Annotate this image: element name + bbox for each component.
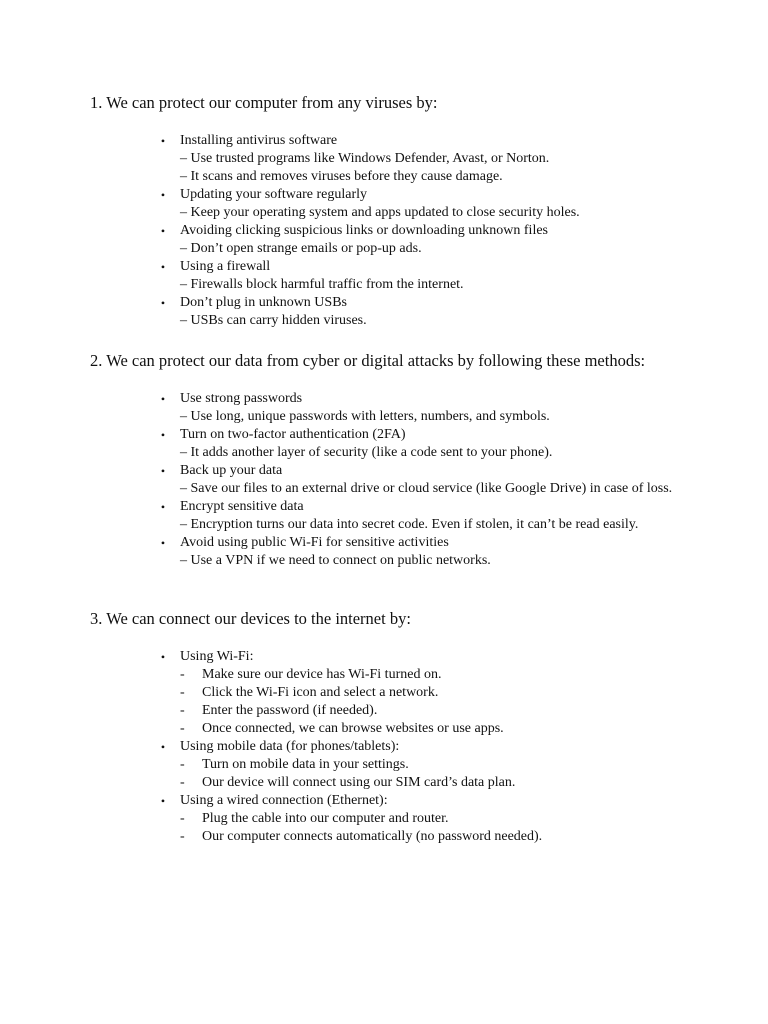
list-item [160,426,700,462]
bullet-icon: • [160,188,166,202]
item-title: Using a firewall [180,259,271,274]
item-title: Don’t plug in unknown USBs [180,295,347,310]
list-item [160,294,700,330]
item-title: Updating your software regularly [180,187,367,202]
item-detail: – Use a VPN if we need to connect on public networks. [180,553,491,568]
section-2-list [160,390,700,570]
item-detail: – Don’t open strange emails or pop-up ads. [180,241,422,256]
dash-icon: - [180,703,185,718]
section-heading: 3. We can connect our devices to the internet by: [90,609,411,628]
dash-icon: - [180,775,185,790]
list-item [160,132,700,186]
item-detail: – Use trusted programs like Windows Defender, Avast, or Norton. [180,151,550,166]
item-detail: – Save our files to an external drive or cloud service (like Google Drive) in case of loss. [180,481,673,496]
dash-icon: - [180,667,185,682]
section-3 [90,609,730,629]
bullet-icon: • [160,740,166,754]
section-3-list [160,648,700,846]
step-text: Click the Wi-Fi icon and select a network. [202,685,439,700]
item-detail: – It adds another layer of security (like a code sent to your phone). [180,445,553,460]
list-item [160,534,700,570]
item-title: Using mobile data (for phones/tablets): [180,739,400,754]
step-text: Our computer connects automatically (no password needed). [202,829,543,844]
bullet-icon: • [160,392,166,406]
dash-icon: - [180,829,185,844]
item-title: Installing antivirus software [180,133,338,148]
item-title: Turn on two-factor authentication (2FA) [180,427,406,442]
list-item [160,186,700,222]
step-text: Plug the cable into our computer and router. [202,811,449,826]
item-title: Back up your data [180,463,283,478]
step-line [180,702,700,720]
item-detail: – Use long, unique passwords with letters, numbers, and symbols. [180,409,550,424]
list-item [160,258,700,294]
list-item [160,222,700,258]
step-line [180,828,700,846]
bullet-icon: • [160,224,166,238]
item-title: Encrypt sensitive data [180,499,304,514]
item-title: Avoid using public Wi-Fi for sensitive activities [180,535,449,550]
step-line [180,720,700,738]
item-title: Using Wi-Fi: [180,649,254,664]
list-item [160,498,700,534]
step-line [180,666,700,684]
dash-icon: - [180,721,185,736]
list-item [160,648,700,738]
bullet-icon: • [160,134,166,148]
item-detail: – USBs can carry hidden viruses. [180,313,367,328]
step-text: Our device will connect using our SIM card’s data plan. [202,775,516,790]
dash-icon: - [180,811,185,826]
step-line [180,810,700,828]
step-line [180,774,700,792]
dash-icon: - [180,685,185,700]
step-text: Turn on mobile data in your settings. [202,757,409,772]
section-1-list [160,132,700,330]
bullet-icon: • [160,650,166,664]
step-text: Enter the password (if needed). [202,703,378,718]
section-2 [90,351,730,371]
section-heading: 2. We can protect our data from cyber or digital attacks by following these methods: [90,351,646,370]
bullet-icon: • [160,296,166,310]
item-detail: – Encryption turns our data into secret code. Even if stolen, it can’t be read easily. [180,517,639,532]
step-text: Once connected, we can browse websites or use apps. [202,721,504,736]
list-item [160,390,700,426]
item-title: Using a wired connection (Ethernet): [180,793,388,808]
item-detail: – It scans and removes viruses before they cause damage. [180,169,503,184]
section-1 [90,93,730,113]
bullet-icon: • [160,500,166,514]
bullet-icon: • [160,428,166,442]
list-item [160,792,700,846]
list-item [160,738,700,792]
step-line [180,756,700,774]
bullet-icon: • [160,260,166,274]
item-detail: – Firewalls block harmful traffic from the internet. [180,277,464,292]
step-line [180,684,700,702]
item-title: Avoiding clicking suspicious links or downloading unknown files [180,223,548,238]
dash-icon: - [180,757,185,772]
section-heading: 1. We can protect our computer from any viruses by: [90,93,438,112]
bullet-icon: • [160,464,166,478]
item-title: Use strong passwords [180,391,303,406]
bullet-icon: • [160,536,166,550]
list-item [160,462,700,498]
bullet-icon: • [160,794,166,808]
step-text: Make sure our device has Wi-Fi turned on. [202,667,442,682]
item-detail: – Keep your operating system and apps updated to close security holes. [180,205,580,220]
